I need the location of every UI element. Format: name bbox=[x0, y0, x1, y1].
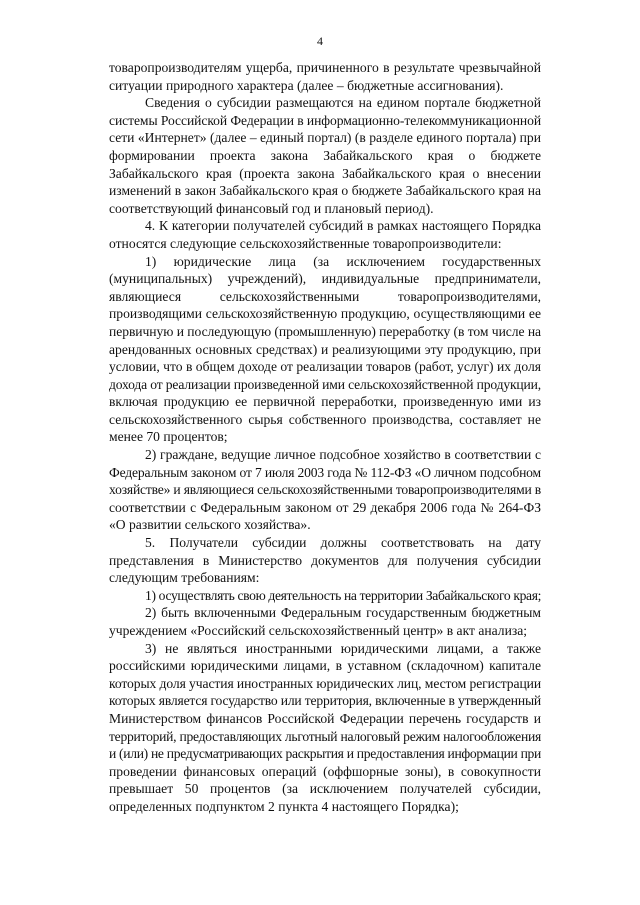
text-line: российскими юридическими лицами, в уставном (складочном) капитале bbox=[109, 658, 541, 674]
text-line: представления в Министерство документов для получения субсидии bbox=[109, 552, 541, 568]
text-line: «О развитии сельского хозяйства». bbox=[109, 517, 311, 533]
text-line: учреждением «Российский сельскохозяйственный центр» в акт анализа; bbox=[109, 623, 528, 638]
text-line: проведении финансовых операций (оффшорные зоны), в совокупности bbox=[109, 763, 541, 779]
text-line: товаропроизводителям ущерба, причиненного в результате чрезвычайной bbox=[109, 60, 541, 75]
text-line: 1) осуществлять свою деятельность на территории Забайкальского края; bbox=[145, 587, 542, 603]
text-line: территорий, предоставляющих льготный налоговый режим налогообложения bbox=[109, 728, 541, 744]
text-line: Забайкальского края (проекта закона Забайкальского края о внесении bbox=[109, 165, 541, 181]
text-line: изменений в закон Забайкальского края о бюджете Забайкальского края на bbox=[109, 183, 541, 199]
text-line: соответствующий финансовый год и плановый период). bbox=[109, 200, 434, 216]
text-line: первичную и последующую (промышленную) переработку (в том числе на bbox=[109, 323, 542, 339]
text-line: сельскохозяйственного сырья собственного производства, составляет не bbox=[109, 411, 541, 427]
text-line: (муниципальных) учреждений), индивидуальные предприниматели, bbox=[109, 271, 541, 287]
text-line: формировании проекта закона Забайкальского края о бюджете bbox=[109, 147, 541, 163]
text-line: 4. К категории получателей субсидий в рамках настоящего Порядка bbox=[145, 218, 541, 234]
text-line: дохода от реализации произведенной ими сельскохозяйственной продукции, bbox=[109, 376, 541, 392]
text-line: относятся следующие сельскохозяйственные товаропроизводители: bbox=[109, 235, 502, 251]
text-line: Сведения о субсидии размещаются на едином портале бюджетной bbox=[145, 95, 541, 111]
text-line: менее 70 процентов; bbox=[109, 429, 228, 445]
text-line: 3) не являться иностранными юридическими лицами, а также bbox=[145, 640, 541, 656]
text-line: и (или) не предусматривающих раскрытия и предоставления информации при bbox=[109, 746, 542, 762]
text-line: превышает 50 процентов (за исключением получателей субсидии, bbox=[109, 781, 541, 797]
text-line: 1) юридические лица (за исключением государственных bbox=[145, 253, 541, 269]
text-line: сети «Интернет» (далее – единый портал) (в разделе единого портала) при bbox=[109, 130, 541, 146]
text-line: хозяйстве» и являющиеся сельскохозяйственными товаропроизводителями в bbox=[109, 482, 542, 498]
text-line: 5. Получатели субсидии должны соответствовать на дату bbox=[145, 535, 541, 551]
text-line: которых доля участия иностранных юридических лиц, местом регистрации bbox=[109, 675, 542, 691]
text-line: условии, что в общем доходе от реализации товаров (работ, услуг) их доля bbox=[109, 359, 541, 375]
text-line: включая продукцию ее первичной переработки, произведенную ими из bbox=[109, 394, 541, 410]
text-line: производящими сельскохозяйственную продукцию, осуществляющими ее bbox=[109, 306, 541, 322]
page-number: 4 bbox=[317, 34, 323, 48]
text-line: определенных подпунктом 2 пункта 4 настоящего Порядка); bbox=[109, 798, 459, 814]
text-line: которых является государство или территория, включенные в утвержденный bbox=[109, 693, 542, 709]
text-line: Федеральным законом от 7 июля 2003 года № 112-ФЗ «О личном подсобном bbox=[109, 464, 541, 480]
text-line: являющиеся сельскохозяйственными товаропроизводителями, bbox=[109, 288, 541, 304]
text-line: системы Российской Федерации в информационно-телекоммуникационной bbox=[109, 112, 542, 128]
text-line: ситуации природного характера (далее – бюджетные ассигнования). bbox=[109, 77, 504, 93]
text-line: арендованных основных средствах) и реализующими эту продукцию, при bbox=[109, 341, 541, 357]
text-line: Министерством финансов Российской Федерации перечень государств и bbox=[109, 710, 541, 726]
text-line: следующим требованиям: bbox=[109, 570, 260, 586]
text-line: 2) граждане, ведущие личное подсобное хозяйство в соответствии с bbox=[145, 447, 541, 463]
document-body bbox=[109, 59, 541, 816]
text-line: соответствии с Федеральным законом от 29 декабря 2006 года № 264-ФЗ bbox=[109, 499, 541, 515]
text-line: 2) быть включенными Федеральным государственным бюджетным bbox=[145, 605, 541, 621]
